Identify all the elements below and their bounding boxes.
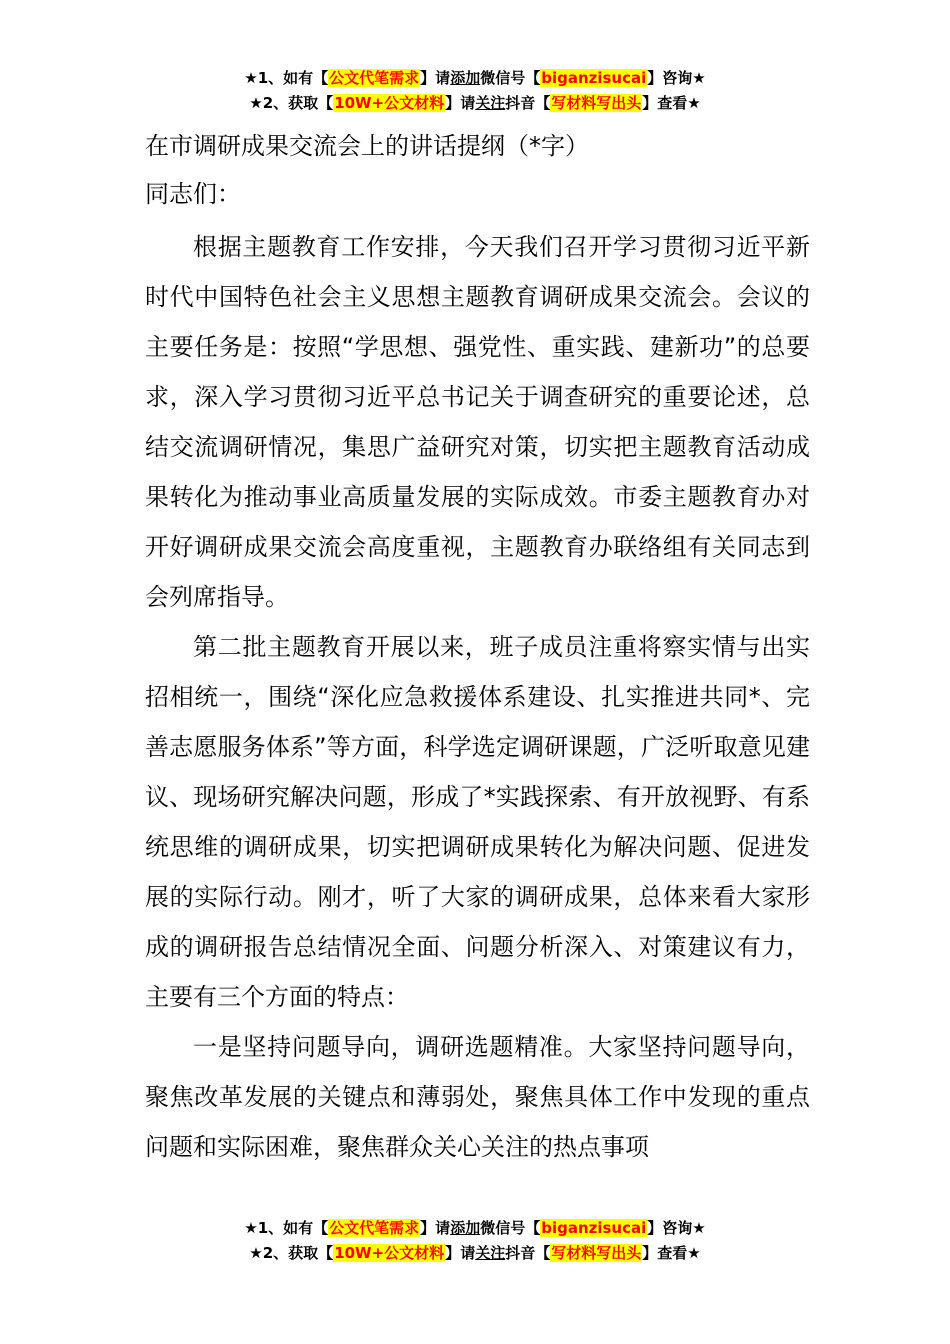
banner-text: 】查看★	[642, 1244, 701, 1262]
banner-underline: 添加	[450, 69, 481, 87]
document-body	[145, 124, 810, 1172]
banner-line-2	[0, 91, 950, 116]
banner-underline: 添加	[450, 1219, 481, 1237]
banner-text: 抖音【	[505, 94, 551, 112]
footer-banner	[0, 1216, 950, 1266]
banner-line-2	[0, 1241, 950, 1266]
banner-highlight: biganzisucai	[541, 69, 647, 87]
banner-highlight: 10W+公文材料	[334, 1244, 445, 1262]
banner-text: 】查看★	[642, 94, 701, 112]
banner-text: 】请	[420, 69, 451, 87]
banner-highlight: biganzisucai	[541, 1219, 647, 1237]
banner-underline: 关注	[475, 1244, 506, 1262]
banner-highlight: 写材料写出头	[551, 94, 642, 112]
banner-highlight: 写材料写出头	[551, 1244, 642, 1262]
banner-highlight: 10W+公文材料	[334, 94, 445, 112]
banner-text: ★2、获取【	[249, 94, 334, 112]
banner-text: 】咨询★	[647, 1219, 706, 1237]
banner-highlight: 公文代笔需求	[329, 69, 420, 87]
banner-text: 微信号【	[480, 69, 541, 87]
banner-highlight: 公文代笔需求	[329, 1219, 420, 1237]
document-title: 在市调研成果交流会上的讲话提纲（*字）	[145, 132, 589, 160]
banner-line-1	[0, 1216, 950, 1241]
banner-text: 】请	[420, 1219, 451, 1237]
header-banner	[0, 66, 950, 116]
banner-text: 】请	[445, 94, 476, 112]
banner-text: ★1、如有【	[244, 69, 329, 87]
banner-text: 抖音【	[505, 1244, 551, 1262]
banner-line-1	[0, 66, 950, 91]
paragraph: 根据主题教育工作安排，今天我们召开学习贯彻习近平新时代中国特色社会主义思想主题教育调研成果交流会。会议的主要任务是：按照“学思想、强党性、重实践、建新功”的总要求，深入学习贯彻习近平总书记关于调查研究的重要论述，总结交流调研情况，集思广益研究对策，切实把主题教育活动成果转化为推动事业高质量发展的实际成效。市委主题教育办对开好调研成果交流会高度重视，主题教育办联络组有关同志到会列席指导。	[145, 233, 810, 611]
banner-text: 】咨询★	[647, 69, 706, 87]
paragraph: 一是坚持问题导向，调研选题精准。大家坚持问题导向，聚焦改革发展的关键点和薄弱处，聚焦具体工作中发现的重点问题和实际困难，聚焦群众关心关注的热点事项	[145, 1033, 810, 1161]
paragraph: 第二批主题教育开展以来，班子成员注重将察实情与出实招相统一，围绕“深化应急救援体系建设、扎实推进共同*、完善志愿服务体系”等方面，科学选定调研课题，广泛听取意见建议、现场研究解决问题，形成了*实践探索、有开放视野、有系统思维的调研成果，切实把调研成果转化为解决问题、促进发展的实际行动。刚才，听了大家的调研成果，总体来看大家形成的调研报告总结情况全面、问题分析深入、对策建议有力，主要有三个方面的特点：	[145, 633, 810, 1011]
banner-text: ★2、获取【	[249, 1244, 334, 1262]
banner-underline: 关注	[475, 94, 506, 112]
greeting: 同志们：	[145, 180, 241, 208]
banner-text: ★1、如有【	[244, 1219, 329, 1237]
banner-text: 】请	[445, 1244, 476, 1262]
banner-text: 微信号【	[480, 1219, 541, 1237]
